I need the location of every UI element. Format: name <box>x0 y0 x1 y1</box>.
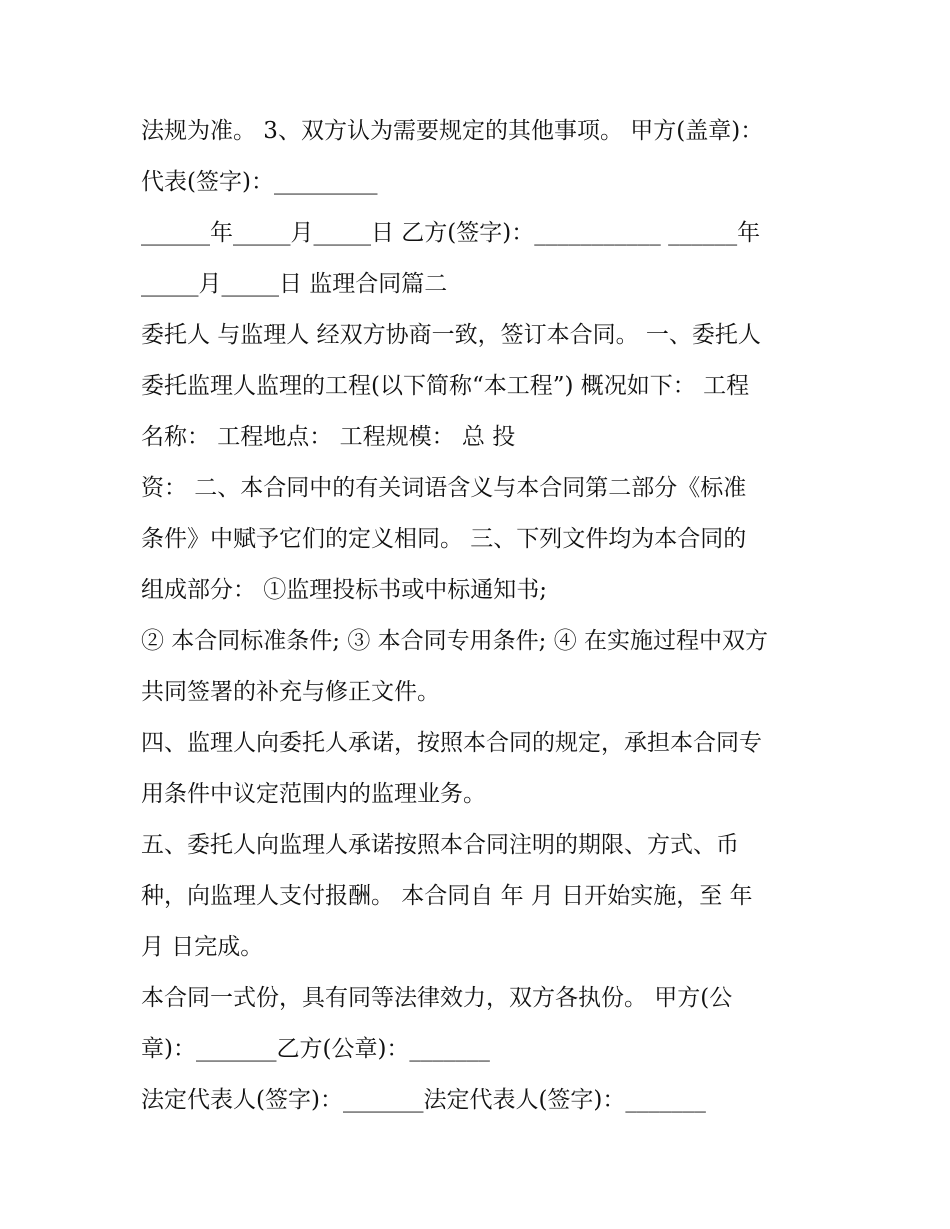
text-line: 法定代表人(签字)：_______法定代表人(签字)：_______ <box>141 1087 706 1113</box>
text-line: 本合同一式份，具有同等法律效力，双方各执份。 甲方(公 <box>141 985 733 1011</box>
text-line: 章)：_______乙方(公章)：_______ <box>141 1036 490 1062</box>
text-line: _____月_____日 监理合同篇二 <box>141 271 448 297</box>
text-line: 名称： 工程地点： 工程规模： 总 投 <box>141 424 516 450</box>
text-line: 委托监理人监理的工程(以下简称“本工程”) 概况如下： 工程 <box>141 373 750 399</box>
text-line: 四、监理人向委托人承诺，按照本合同的规定，承担本合同专 <box>141 730 762 756</box>
text-line: 组成部分： ①监理投标书或中标通知书; <box>141 577 548 603</box>
text-line: 种，向监理人支付报酬。 本合同自 年 月 日开始实施，至 年 <box>141 883 753 909</box>
text-line: 五、委托人向监理人承诺按照本合同注明的期限、方式、币 <box>141 832 739 858</box>
text-line: 月 日完成。 <box>141 934 264 960</box>
text-line: 用条件中议定范围内的监理业务。 <box>141 781 486 807</box>
text-line: ______年_____月_____日 乙方(签字)：___________ ______年 <box>141 220 761 246</box>
text-line: 法规为准。 3、双方认为需要规定的其他事项。 甲方(盖章)： <box>141 118 764 144</box>
text-line: 共同签署的补充与修正文件。 <box>141 679 440 705</box>
text-line: 条件》中赋予它们的定义相同。 三、下列文件均为本合同的 <box>141 526 747 552</box>
text-line: 代表(签字)：_________ <box>141 169 378 195</box>
text-line: ② 本合同标准条件; ③ 本合同专用条件; ④ 在实施过程中双方 <box>141 628 769 654</box>
text-line: 委托人 与监理人 经双方协商一致，签订本合同。 一、委托人 <box>141 322 761 348</box>
contract-text <box>141 106 821 1126</box>
text-line: 资： 二、本合同中的有关词语含义与本合同第二部分《标准 <box>141 475 747 501</box>
